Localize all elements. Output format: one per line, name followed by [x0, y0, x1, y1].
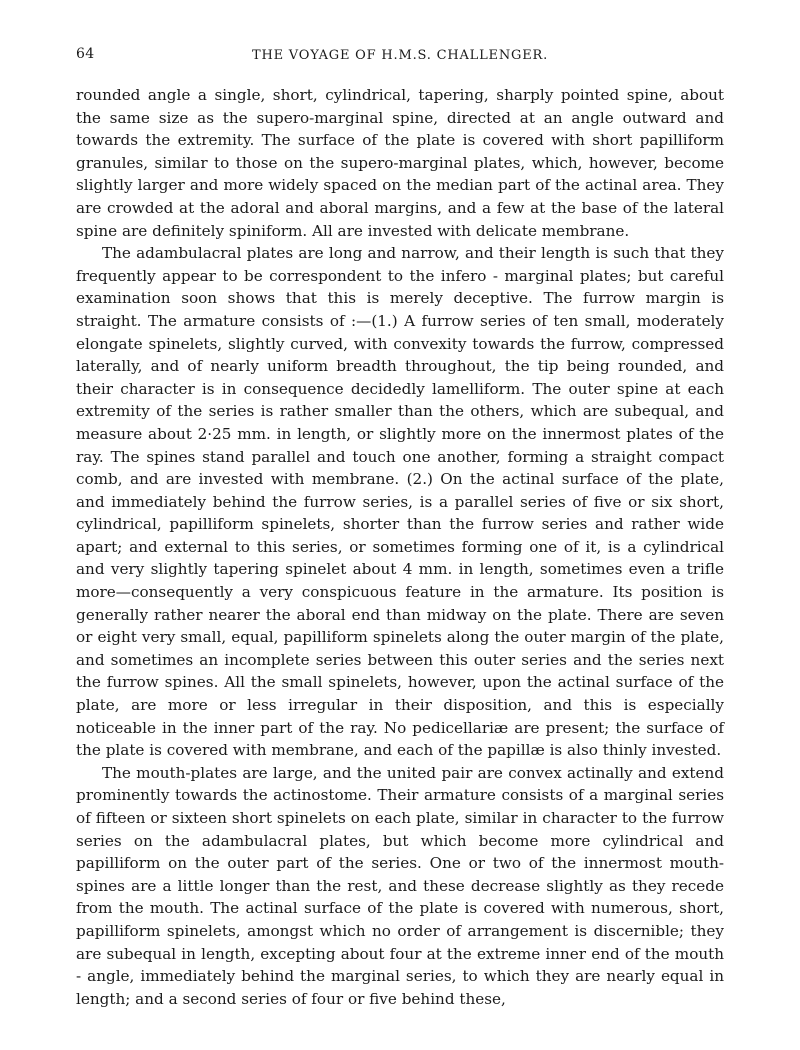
page-number: 64 — [76, 46, 95, 62]
running-head: THE VOYAGE OF H.M.S. CHALLENGER. — [251, 48, 549, 63]
paragraph-mouth-plates: The mouth-plates are large, and the united pair are convex actinally and extend prominently towards the actinostome. Their armature consists of a marginal series of fifteen or sixteen short spinelets on each plate, similar in character to the furrow series on the adambulacral plates, but which become more cylindrical and papilliform on the outer part of the series. One or two of the innermost mouth-spines are a little longer than the rest, and these decrease slightly as they recede from the mouth. The actinal surface of the plate is covered with numerous, short, papilliform spinelets, amongst which no order of arrangement is discernible; they are subequal in length, excepting about four at the extreme inner end of the mouth - angle, immediately behind the marginal series, to which they are nearly equal in length; and a second series of four or five behind these, — [76, 763, 724, 1008]
page-header — [76, 38, 724, 64]
paragraph-adambulacral-plates: The adambulacral plates are long and narrow, and their length is such that they frequently appear to be correspondent to the infero - marginal plates; but careful examination soon shows that this is merely deceptive. The furrow margin is straight. The armature consists of :—(1.) A furrow series of ten small, moderately elongate spinelets, slightly curved, with convexity towards the furrow, compressed laterally, and of nearly uniform breadth throughout, the tip being rounded, and their character is in consequence decidedly lamelliform. The outer spine at each extremity of the series is rather smaller than the others, which are subequal, and measure about 2·25 mm. in length, or slightly more on the innermost plates of the ray. The spines stand parallel and touch one another, forming a straight compact comb, and are invested with membrane. (2.) On the actinal surface of the plate, and immediately behind the furrow series, is a parallel series of five or six short, cylindrical, papilliform spinelets, shorter than the furrow series and rather wide apart; and external to this series, or sometimes forming one of it, is a cylindrical and very slightly tapering spinelet about 4 mm. in length, sometimes even a trifle more—consequently a very conspicuous feature in the armature. Its position is generally rather nearer the aboral end than midway on the plate. There are seven or eight very small, equal, papilliform spinelets along the outer margin of the plate, and sometimes an incomplete series between this outer series and the series next the furrow spines. All the small spinelets, however, upon the actinal surface of the plate, are more or less irregular in their disposition, and this is especially noticeable in the inner part of the ray. No pedicellariæ are present; the surface of the plate is covered with membrane, and each of the papillæ is also thinly invested. — [76, 244, 724, 760]
body-text — [76, 84, 724, 1010]
paragraph-continued: rounded angle a single, short, cylindrical, tapering, sharply pointed spine, about the same size as the supero-marginal spine, directed at an angle outward and towards the extremity. The surface of the plate is covered with short papilliform granules, similar to those on the supero-marginal plates, which, however, become slightly larger and more widely spaced on the median part of the actinal area. They are crowded at the adoral and aboral margins, and a few at the base of the lateral spine are definitely spiniform. All are invested with delicate membrane. — [76, 86, 724, 240]
book-page — [76, 38, 724, 1010]
